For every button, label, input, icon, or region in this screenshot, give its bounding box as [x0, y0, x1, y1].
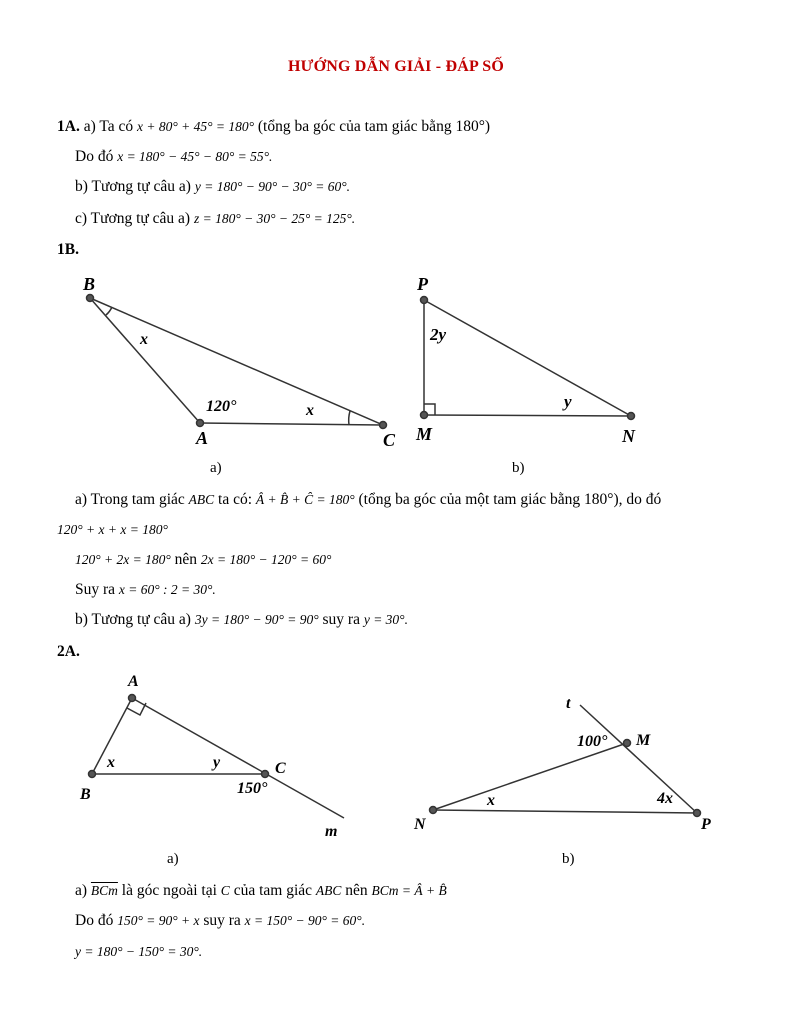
label-m: m: [325, 823, 338, 840]
label-y: y: [213, 754, 221, 771]
caption-1b-b: b): [512, 460, 525, 476]
problem-2a-line-a1: [75, 882, 447, 900]
label-n: N: [622, 426, 635, 446]
problem-1b-line-a3: [75, 551, 331, 569]
point-n: [628, 413, 635, 420]
label-m: M: [416, 424, 433, 444]
ray-a-c-m: [132, 698, 344, 818]
equation: 120° + x + x = 180°: [57, 522, 168, 537]
label-angle-100: 100°: [577, 733, 608, 750]
label-c: C: [383, 430, 396, 450]
point-b: [89, 771, 96, 778]
problem-1b-line-a2: [57, 521, 168, 539]
vertex-name: C: [220, 883, 230, 898]
triangle-name: ABC: [315, 883, 342, 898]
point-p: [694, 810, 701, 817]
text: của tam giác: [233, 882, 313, 899]
page-title: HƯỚNG DẪN GIẢI - ĐÁP SỐ: [287, 58, 504, 75]
label-x: x: [107, 754, 115, 771]
label-a: A: [196, 428, 209, 448]
point-p: [421, 297, 428, 304]
equation: 2x = 180° − 120° = 60°: [200, 552, 332, 567]
point-c: [262, 771, 269, 778]
text: suy ra: [322, 611, 360, 628]
label-m-vertex: M: [636, 732, 651, 749]
text: Suy ra: [75, 581, 116, 598]
angle-name: $\overline{BCm}$: [90, 883, 118, 898]
equation: y = 30°.: [363, 612, 408, 627]
figure-1b-a: [87, 295, 387, 429]
label-x: x: [487, 792, 495, 809]
segment-mn: [424, 415, 631, 416]
equation: z = 180° − 30° − 25° = 125°.: [193, 211, 356, 226]
triangle-name: ABC: [188, 492, 215, 507]
equation: BCm = Â + B̂: [371, 883, 447, 898]
figure-1b-b: [421, 297, 635, 420]
label-4x: 4x: [657, 790, 673, 807]
problem-1b-line-b: [75, 611, 408, 629]
equation: y = 180° − 150° = 30°.: [75, 944, 203, 959]
segment-ac: [200, 423, 383, 425]
label-b: B: [83, 274, 96, 294]
label-x1: x: [140, 331, 148, 348]
equation: x + 80° + 45° = 180°: [136, 119, 255, 134]
segment-nm: [433, 743, 627, 810]
problem-1b-heading: 1B.: [57, 241, 79, 258]
label-angle-150: 150°: [237, 780, 268, 797]
equation: Â + B̂ + Ĉ = 180°: [255, 492, 355, 507]
caption-1b-a: a): [210, 460, 222, 476]
point-m: [421, 412, 428, 419]
caption-2a-b: b): [562, 851, 575, 867]
point-b: [87, 295, 94, 302]
caption-2a-a: a): [167, 851, 179, 867]
point-n: [430, 807, 437, 814]
note: (tổng ba góc của tam giác bằng 180°): [257, 118, 491, 135]
text: suy ra: [203, 912, 241, 929]
problem-2a-line-a3: [75, 943, 202, 961]
text: nên: [174, 551, 198, 568]
angle-b-mark: [106, 307, 112, 315]
label-a: A: [128, 673, 139, 690]
problem-1a-heading: 1A.: [57, 118, 80, 135]
point-a: [129, 695, 136, 702]
equation: 120° + 2x = 180°: [75, 552, 171, 567]
equation: y = 180° − 90° − 30° = 60°.: [194, 179, 350, 194]
equation: x = 180° − 45° − 80° = 55°.: [117, 149, 273, 164]
point-a: [197, 420, 204, 427]
label-p: P: [701, 816, 711, 833]
text: nên: [345, 882, 368, 899]
segment-ba: [90, 298, 200, 423]
equation: 150° = 90° + x: [117, 913, 200, 928]
text: b) Tương tự câu a): [75, 611, 191, 628]
label-b: B: [80, 786, 91, 803]
text: a) Trong tam giác: [75, 491, 185, 508]
text: c) Tương tự câu a): [75, 210, 191, 227]
text: là góc ngoài tại: [121, 882, 217, 899]
problem-2a-line-a2: [75, 912, 365, 930]
equation: 3y = 180° − 90° = 90°: [194, 612, 319, 627]
text: a): [75, 882, 88, 899]
problem-2a-heading: 2A.: [57, 643, 80, 660]
angle-c-mark: [349, 411, 350, 425]
label-angle-a: 120°: [206, 398, 237, 415]
label-p: P: [417, 274, 428, 294]
problem-1b-line-a1: [75, 491, 661, 509]
label-t: t: [566, 695, 571, 712]
point-m: [624, 740, 631, 747]
note: (tổng ba góc của một tam giác bằng 180°), do đó: [358, 491, 662, 508]
text: a) Ta có: [83, 118, 134, 135]
equation: x = 150° − 90° = 60°.: [244, 913, 366, 928]
ray-t-m-p: [580, 705, 697, 813]
label-y: y: [564, 392, 572, 411]
point-c: [380, 422, 387, 429]
text: Do đó: [75, 912, 114, 929]
label-x2: x: [306, 402, 314, 419]
text: Do đó: [75, 148, 114, 165]
equation: x = 60° : 2 = 30°.: [118, 582, 216, 597]
label-2y: 2y: [430, 325, 447, 344]
label-n: N: [414, 816, 426, 833]
label-c: C: [275, 760, 286, 777]
segment-bc: [90, 298, 383, 425]
segment-np: [433, 810, 697, 813]
text: ta có:: [218, 491, 253, 508]
problem-1b-line-a4: [75, 581, 216, 599]
segment-pn: [424, 300, 631, 416]
text: b) Tương tự câu a): [75, 178, 191, 195]
